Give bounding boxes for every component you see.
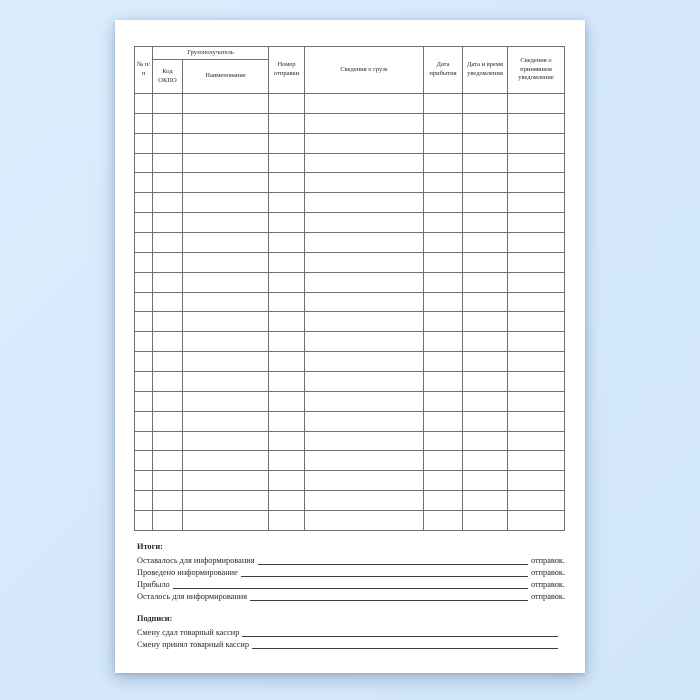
table-cell-blank [463,511,508,531]
table-cell-blank [424,193,463,213]
table-cell-blank [153,332,183,352]
col-header-consignee-group: Грузополучатель [153,47,269,60]
table-cell-blank [135,213,153,233]
signatures-section [137,613,561,651]
table-cell-blank [135,133,153,153]
table-cell-blank [463,431,508,451]
table-cell-blank [508,233,565,253]
table-cell-blank [183,173,269,193]
table-cell-blank [269,213,305,233]
table-cell-blank [183,94,269,114]
table-cell-blank [183,451,269,471]
totals-line-suffix: отправок. [530,592,565,602]
table-cell-blank [183,233,269,253]
table-cell-blank [305,352,424,372]
table-cell-blank [424,292,463,312]
document-page [115,20,585,673]
table-row [135,471,565,491]
table-cell-blank [508,391,565,411]
table-cell-blank [269,431,305,451]
table-cell-blank [269,153,305,173]
table-cell-blank [135,332,153,352]
table-cell-blank [153,411,183,431]
table-cell-blank [183,352,269,372]
table-cell-blank [424,511,463,531]
col-header-dispatch-number: Номер отправки [269,47,305,94]
table-cell-blank [305,113,424,133]
table-cell-blank [305,173,424,193]
table-cell-blank [508,133,565,153]
table-cell-blank [463,352,508,372]
table-cell-blank [269,332,305,352]
table-cell-blank [135,431,153,451]
table-cell-blank [305,94,424,114]
col-header-row-number: № п/п [135,47,153,94]
table-row [135,133,565,153]
shipment-register-table [134,46,565,531]
table-cell-blank [424,312,463,332]
totals-title: Итоги: [137,542,163,551]
table-cell-blank [183,372,269,392]
totals-line-suffix: отправок. [530,567,565,577]
table-cell-blank [508,491,565,511]
table-cell-blank [135,272,153,292]
signature-line-label: Смену сдал товарный кассир [137,627,240,637]
col-header-cargo-info: Сведения о грузе [305,47,424,94]
table-cell-blank [305,372,424,392]
table-cell-blank [463,113,508,133]
table-cell-blank [508,431,565,451]
table-row [135,411,565,431]
table-cell-blank [269,411,305,431]
fill-in-blank-line [241,575,528,577]
table-cell-blank [269,511,305,531]
table-cell-blank [463,133,508,153]
table-cell-blank [269,133,305,153]
table-cell-blank [183,113,269,133]
table-cell-blank [153,173,183,193]
table-cell-blank [305,332,424,352]
totals-line [137,555,565,567]
table-cell-blank [424,133,463,153]
table-cell-blank [135,391,153,411]
table-cell-blank [508,213,565,233]
totals-line-label: Прибыло [137,579,170,589]
table-cell-blank [269,391,305,411]
table-cell-blank [424,332,463,352]
totals-line-label: Проведено информирование [137,567,238,577]
table-cell-blank [508,193,565,213]
table-cell-blank [153,153,183,173]
table-cell-blank [183,511,269,531]
totals-line [137,567,565,579]
table-cell-blank [305,312,424,332]
table-cell-blank [463,471,508,491]
col-header-notification-datetime: Дата и время уведомления [463,47,508,94]
table-cell-blank [153,511,183,531]
table-row [135,272,565,292]
totals-line-label: Осталось для информирования [137,592,248,602]
table-cell-blank [508,471,565,491]
table-cell-blank [463,391,508,411]
table-row [135,153,565,173]
table-cell-blank [463,252,508,272]
table-cell-blank [183,153,269,173]
table-cell-blank [135,94,153,114]
fill-in-blank-line [250,599,528,601]
table-cell-blank [153,352,183,372]
totals-line [137,579,565,591]
table-cell-blank [305,411,424,431]
table-row [135,193,565,213]
signatures-title: Подписи: [137,614,173,623]
table-cell-blank [305,133,424,153]
table-cell-blank [153,94,183,114]
table-cell-blank [508,312,565,332]
table-cell-blank [508,372,565,392]
table-cell-blank [269,272,305,292]
table-cell-blank [135,451,153,471]
table-cell-blank [508,511,565,531]
table-cell-blank [424,252,463,272]
table-cell-blank [508,94,565,114]
table-row [135,431,565,451]
table-cell-blank [183,332,269,352]
table-cell-blank [508,113,565,133]
col-header-arrival-date: Дата прибытия [424,47,463,94]
table-cell-blank [424,94,463,114]
table-cell-blank [153,113,183,133]
table-cell-blank [305,391,424,411]
table-cell-blank [463,292,508,312]
table-cell-blank [463,272,508,292]
table-cell-blank [135,352,153,372]
table-cell-blank [424,113,463,133]
signature-line [137,639,561,651]
table-cell-blank [424,153,463,173]
table-cell-blank [463,94,508,114]
table-row [135,372,565,392]
table-cell-blank [424,451,463,471]
table-cell-blank [463,312,508,332]
table-cell-blank [153,471,183,491]
table-cell-blank [508,272,565,292]
table-cell-blank [305,491,424,511]
table-cell-blank [153,292,183,312]
table-cell-blank [135,372,153,392]
table-cell-blank [183,471,269,491]
table-cell-blank [135,193,153,213]
table-cell-blank [463,233,508,253]
table-cell-blank [183,411,269,431]
table-cell-blank [424,471,463,491]
table-cell-blank [153,312,183,332]
table-cell-blank [183,491,269,511]
table-header [135,47,565,94]
table-cell-blank [424,213,463,233]
table-cell-blank [508,252,565,272]
fill-in-blank-line [252,647,558,649]
table-cell-blank [424,352,463,372]
table-cell-blank [508,292,565,312]
table-cell-blank [135,153,153,173]
fill-in-blank-line [173,587,528,589]
table-row [135,332,565,352]
table-cell-blank [269,113,305,133]
table-row [135,511,565,531]
table-cell-blank [183,292,269,312]
table-cell-blank [424,391,463,411]
table-cell-blank [269,94,305,114]
totals-line-suffix: отправок. [530,555,565,565]
table-cell-blank [305,511,424,531]
table-cell-blank [269,233,305,253]
table-cell-blank [135,252,153,272]
totals-line [137,591,565,603]
table-row [135,94,565,114]
table-cell-blank [135,233,153,253]
table-cell-blank [463,173,508,193]
table-cell-blank [183,312,269,332]
table-cell-blank [305,451,424,471]
table-cell-blank [305,233,424,253]
register-table-body [135,94,565,531]
table-cell-blank [135,471,153,491]
totals-line-suffix: отправок. [530,579,565,589]
col-header-consignee-name: Наименование [183,60,269,94]
table-cell-blank [135,113,153,133]
table-cell-blank [508,332,565,352]
table-row [135,451,565,471]
table-cell-blank [135,511,153,531]
table-cell-blank [269,193,305,213]
table-cell-blank [153,193,183,213]
table-cell-blank [135,411,153,431]
table-cell-blank [183,431,269,451]
table-cell-blank [153,252,183,272]
col-header-okpo-code: Код ОКПО [153,60,183,94]
table-cell-blank [463,372,508,392]
table-cell-blank [305,252,424,272]
table-cell-blank [508,153,565,173]
table-row [135,312,565,332]
table-cell-blank [183,133,269,153]
table-cell-blank [153,451,183,471]
table-cell-blank [269,173,305,193]
table-cell-blank [269,292,305,312]
table-cell-blank [153,431,183,451]
table-cell-blank [305,193,424,213]
table-cell-blank [269,471,305,491]
table-row [135,352,565,372]
table-cell-blank [153,213,183,233]
table-cell-blank [305,272,424,292]
table-row [135,391,565,411]
table-cell-blank [153,233,183,253]
table-cell-blank [508,173,565,193]
table-cell-blank [424,431,463,451]
table-cell-blank [183,213,269,233]
table-cell-blank [424,372,463,392]
table-cell-blank [424,173,463,193]
table-row [135,173,565,193]
table-cell-blank [305,471,424,491]
totals-line-label: Оставалось для информирования [137,555,255,565]
table-cell-blank [463,451,508,471]
table-cell-blank [424,233,463,253]
table-cell-blank [153,272,183,292]
table-cell-blank [269,451,305,471]
table-row [135,292,565,312]
table-cell-blank [269,352,305,372]
table-cell-blank [135,292,153,312]
table-cell-blank [269,491,305,511]
table-row [135,252,565,272]
table-row [135,213,565,233]
table-cell-blank [153,391,183,411]
table-cell-blank [305,213,424,233]
table-cell-blank [153,491,183,511]
table-cell-blank [153,372,183,392]
table-cell-blank [463,153,508,173]
table-cell-blank [463,213,508,233]
table-cell-blank [183,252,269,272]
table-cell-blank [508,411,565,431]
table-cell-blank [463,411,508,431]
table-cell-blank [305,292,424,312]
col-header-notification-receiver: Сведения о принявшем уведомление [508,47,565,94]
table-row [135,233,565,253]
table-cell-blank [305,153,424,173]
table-cell-blank [269,252,305,272]
totals-section [137,541,565,603]
table-cell-blank [183,391,269,411]
table-cell-blank [424,491,463,511]
table-cell-blank [135,491,153,511]
signature-line-label: Смену принял товарный кассир [137,639,250,649]
signature-line [137,627,561,639]
table-row [135,113,565,133]
table-cell-blank [463,491,508,511]
table-cell-blank [463,332,508,352]
table-cell-blank [508,451,565,471]
table-cell-blank [135,173,153,193]
fill-in-blank-line [258,563,528,565]
table-cell-blank [463,193,508,213]
table-cell-blank [183,193,269,213]
table-cell-blank [269,312,305,332]
table-cell-blank [305,431,424,451]
table-cell-blank [183,272,269,292]
table-cell-blank [424,411,463,431]
table-cell-blank [269,372,305,392]
table-cell-blank [508,352,565,372]
table-cell-blank [135,312,153,332]
table-row [135,491,565,511]
fill-in-blank-line [242,635,558,637]
table-cell-blank [424,272,463,292]
table-cell-blank [153,133,183,153]
